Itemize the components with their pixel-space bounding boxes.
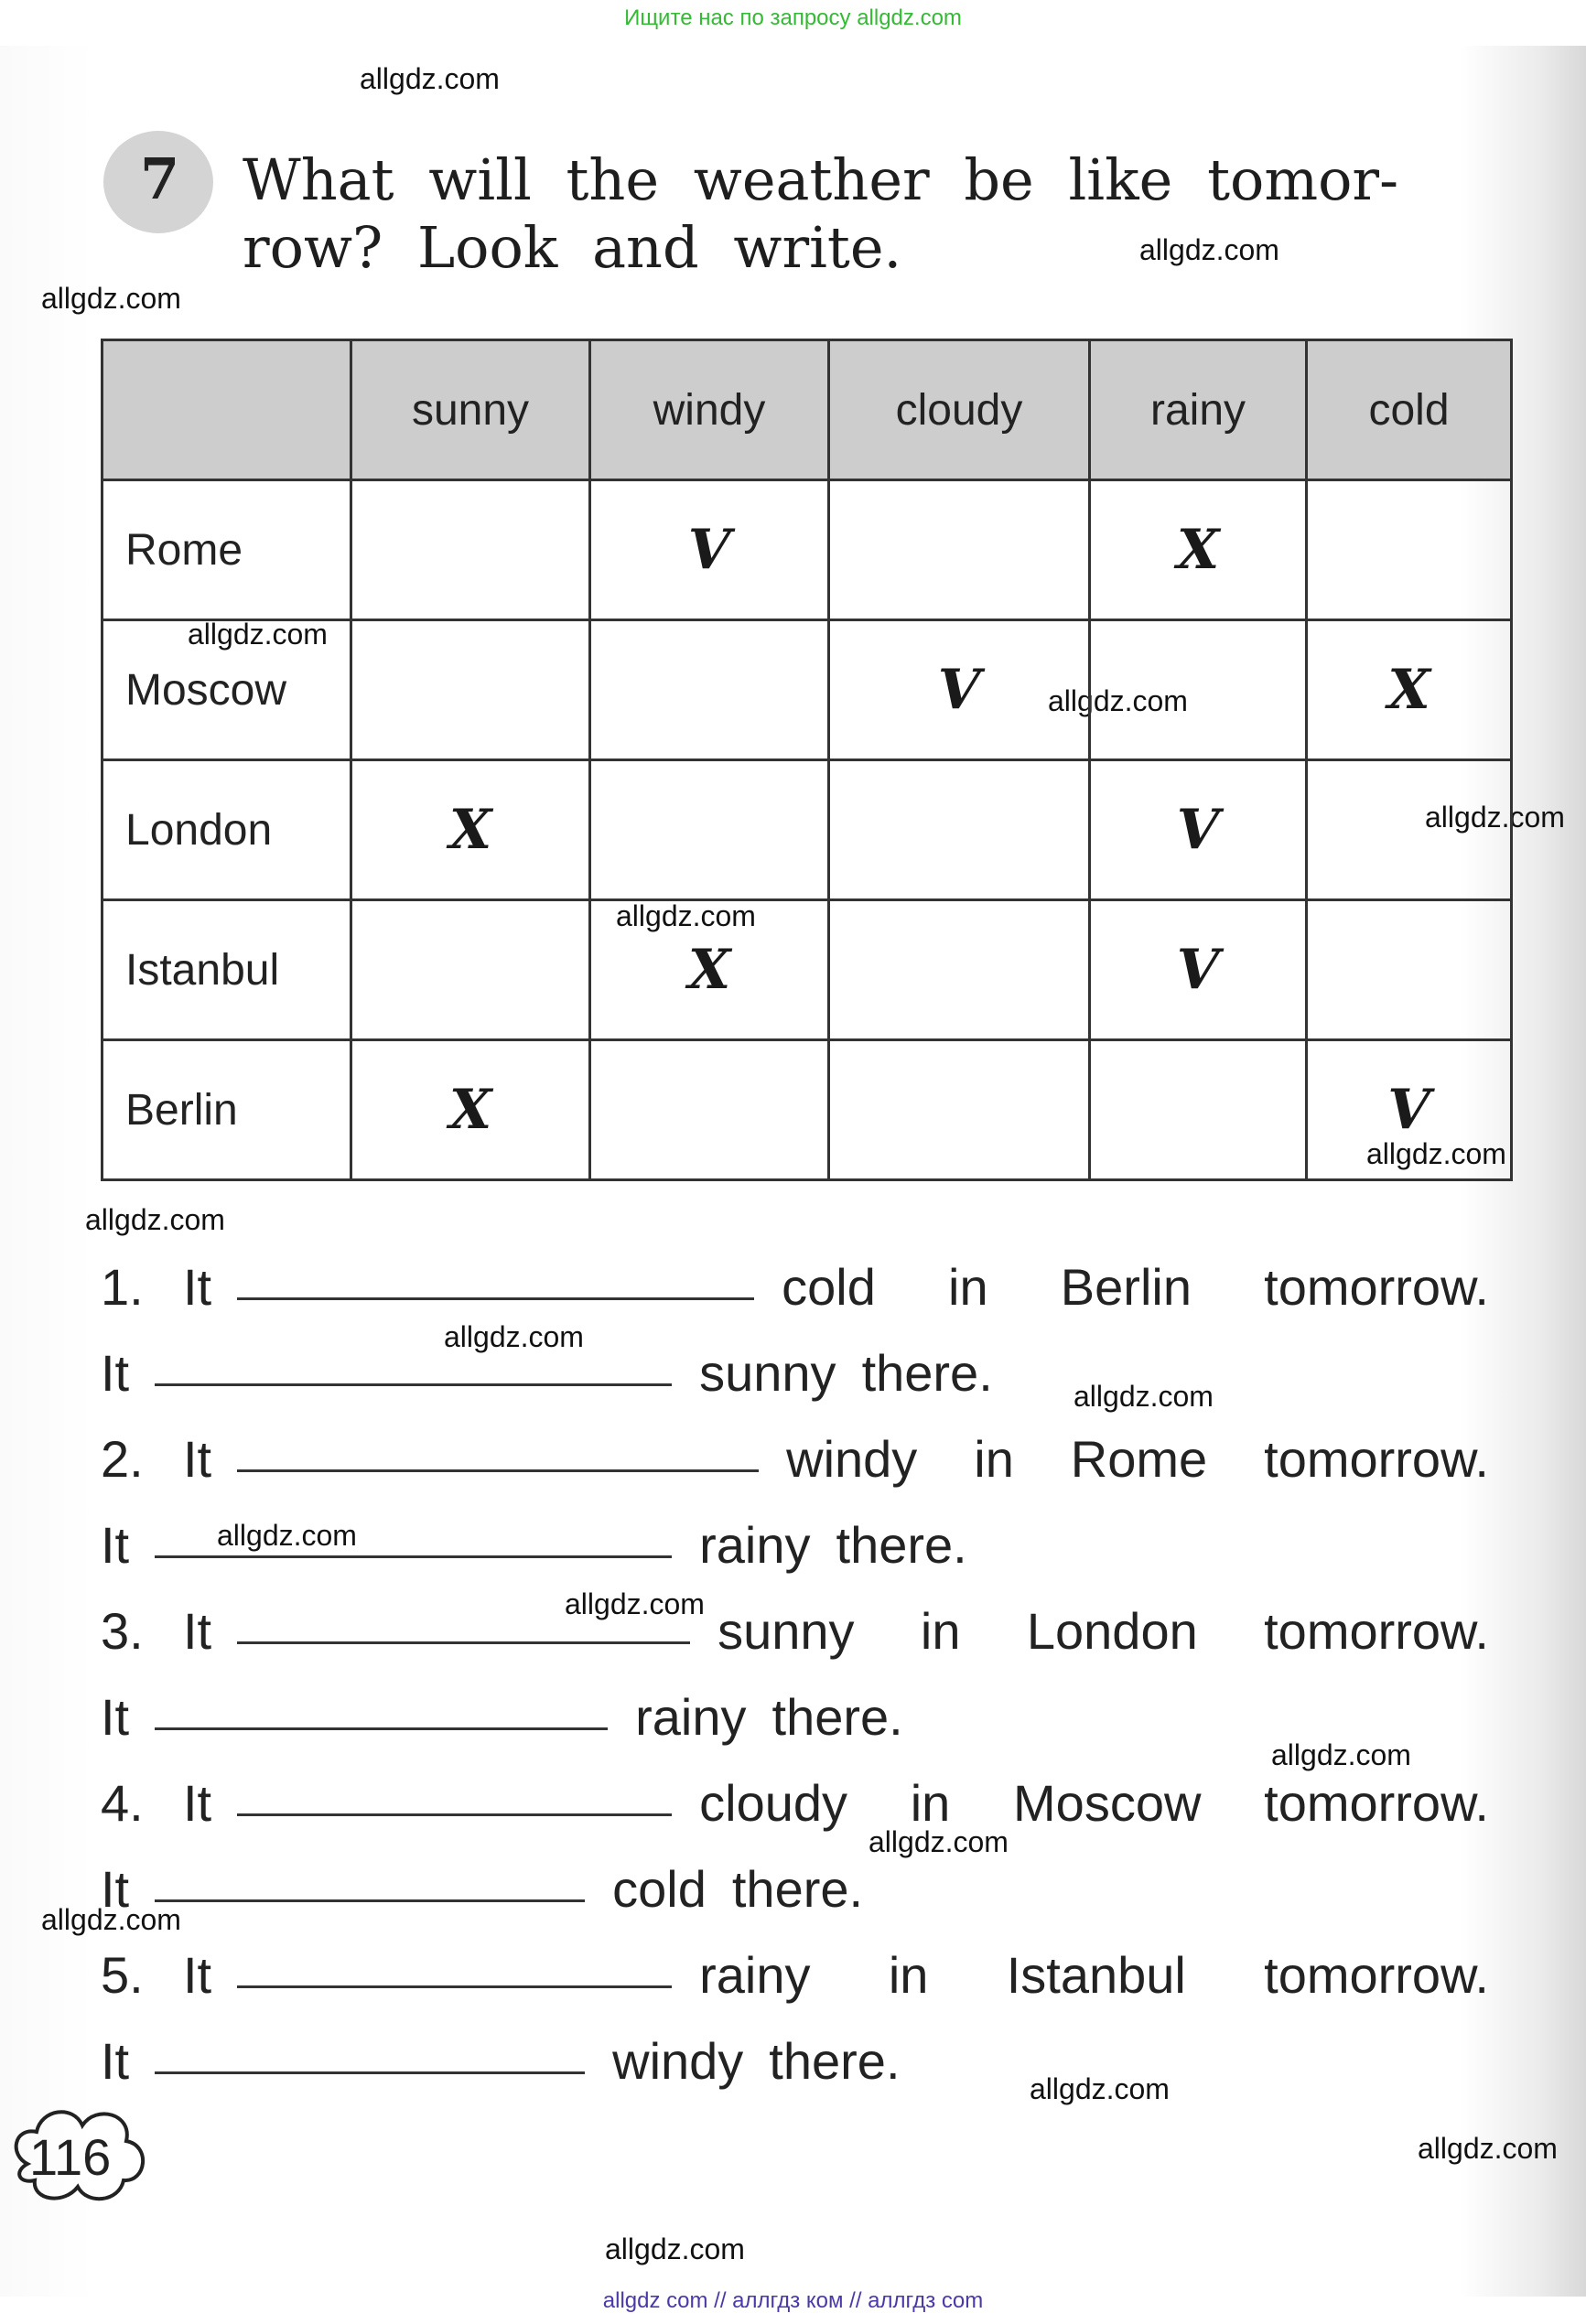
sentence-word: in xyxy=(974,1430,1014,1488)
mark-cell xyxy=(1090,620,1307,760)
watermark: allgdz.com xyxy=(1425,801,1565,834)
sentence-word: in xyxy=(948,1258,988,1316)
mark: V xyxy=(1176,798,1220,862)
page-number: 116 xyxy=(29,2128,112,2186)
mark: V xyxy=(1176,938,1220,1002)
city-cell: Istanbul xyxy=(102,900,351,1040)
sentence-line xyxy=(101,1489,1515,1575)
mark: X xyxy=(448,798,492,862)
table-row xyxy=(102,480,1512,620)
answer-blank[interactable] xyxy=(155,1899,585,1902)
mark-cell xyxy=(829,1040,1090,1180)
mark-cell xyxy=(1307,620,1512,760)
mark-cell xyxy=(351,900,590,1040)
mark-cell xyxy=(590,1040,829,1180)
sentence-line xyxy=(101,1575,1515,1661)
column-header: cloudy xyxy=(829,340,1090,480)
watermark: allgdz.com xyxy=(85,1203,225,1236)
mark-cell xyxy=(590,620,829,760)
sentence-start: It xyxy=(183,1258,212,1316)
answer-blank[interactable] xyxy=(155,2071,585,2074)
sentence-number: 3. xyxy=(101,1602,144,1660)
sentence-line xyxy=(101,1747,1515,1833)
mark-cell xyxy=(590,480,829,620)
mark: X xyxy=(1387,658,1430,722)
exercise-number: 7 xyxy=(140,145,180,212)
mark-cell xyxy=(1307,1040,1512,1180)
mark-cell xyxy=(351,760,590,900)
sentence-word: there. xyxy=(731,1860,864,1918)
sentence-word: there. xyxy=(769,2032,901,2090)
mark-cell xyxy=(351,620,590,760)
city-cell: Rome xyxy=(102,480,351,620)
watermark: allgdz.com xyxy=(1074,1380,1214,1413)
sentence-number: 2. xyxy=(101,1430,144,1488)
sentence-word: Berlin xyxy=(1060,1258,1192,1316)
sentence-rest xyxy=(699,1515,993,1575)
sentence-line xyxy=(101,1317,1515,1403)
exercise-number-badge xyxy=(103,131,213,233)
sentence-word: Istanbul xyxy=(1006,1946,1186,2004)
sentence-rest xyxy=(717,1601,1515,1661)
mark: X xyxy=(1176,518,1220,582)
sentence-word: tomorrow. xyxy=(1264,1258,1489,1316)
sentence-rest xyxy=(699,1343,1019,1403)
mark-cell xyxy=(590,760,829,900)
mark-cell xyxy=(829,620,1090,760)
sentence-word: cold xyxy=(612,1860,707,1918)
mark: V xyxy=(937,658,981,722)
answer-blank[interactable] xyxy=(155,1383,672,1386)
sentence-word: rainy xyxy=(635,1688,747,1746)
sentence-word: rainy xyxy=(699,1946,811,2004)
mark: V xyxy=(1387,1078,1430,1142)
watermark: allgdz.com xyxy=(1271,1738,1411,1771)
city-cell: Moscow xyxy=(102,620,351,760)
sentence-number: 5. xyxy=(101,1946,144,2004)
answer-blank[interactable] xyxy=(155,1555,672,1558)
sentence-word: there. xyxy=(836,1516,967,1574)
answer-blank[interactable] xyxy=(155,1727,608,1730)
mark-cell xyxy=(1307,900,1512,1040)
mark-cell xyxy=(829,760,1090,900)
sentence-word: sunny xyxy=(699,1344,836,1402)
sentence-start: It xyxy=(101,1688,130,1746)
watermark: allgdz.com xyxy=(41,282,181,315)
sentence-rest xyxy=(699,1773,1515,1833)
page-number-badge xyxy=(9,2100,151,2210)
column-header: rainy xyxy=(1090,340,1307,480)
mark: V xyxy=(687,518,731,582)
mark-cell xyxy=(1090,760,1307,900)
mark-cell xyxy=(590,900,829,1040)
column-header: cold xyxy=(1307,340,1512,480)
watermark: allgdz.com xyxy=(1048,684,1188,717)
sentence-line xyxy=(101,1661,1515,1747)
sentence-word: Moscow xyxy=(1013,1774,1202,1832)
mark: X xyxy=(448,1078,492,1142)
table-row xyxy=(102,620,1512,760)
sentence-line xyxy=(101,1231,1515,1317)
answer-blank[interactable] xyxy=(237,1469,759,1472)
watermark: allgdz.com xyxy=(605,2233,745,2265)
sentence-word: Rome xyxy=(1070,1430,1208,1488)
sentence-line xyxy=(101,2005,1515,2091)
mark-cell xyxy=(1307,480,1512,620)
bottom-banner[interactable]: allgdz com // аллгдз ком // аллгдз com xyxy=(602,2288,984,2313)
table-row xyxy=(102,900,1512,1040)
sentence-word: tomorrow. xyxy=(1264,1774,1489,1832)
sentence-start: It xyxy=(183,1946,212,2004)
sentence-number: 4. xyxy=(101,1774,144,1832)
sentence-word: cold xyxy=(782,1258,876,1316)
mark-cell xyxy=(1090,900,1307,1040)
watermark: allgdz.com xyxy=(360,62,500,95)
watermark: allgdz.com xyxy=(217,1519,357,1552)
mark-cell xyxy=(829,900,1090,1040)
sentence-start: It xyxy=(101,2032,130,2090)
sentence-word: London xyxy=(1026,1602,1198,1660)
watermark: allgdz.com xyxy=(444,1320,584,1353)
city-cell: Berlin xyxy=(102,1040,351,1180)
watermark: allgdz.com xyxy=(1366,1137,1506,1170)
answer-blank[interactable] xyxy=(237,1813,672,1816)
sentence-start: It xyxy=(101,1344,130,1402)
top-banner[interactable]: Ищите нас по запросу allgdz.com xyxy=(624,5,962,30)
sentence-rest xyxy=(782,1257,1515,1317)
sentence-word: tomorrow. xyxy=(1264,1602,1489,1660)
watermark: allgdz.com xyxy=(1418,2132,1558,2165)
sentence-line xyxy=(101,1833,1515,1919)
city-cell: London xyxy=(102,760,351,900)
watermark: allgdz.com xyxy=(565,1587,705,1620)
sentence-word: tomorrow. xyxy=(1264,1946,1489,2004)
sentence-start: It xyxy=(183,1774,212,1832)
sentence-line xyxy=(101,1403,1515,1489)
answer-blank[interactable] xyxy=(237,1985,672,1988)
watermark: allgdz.com xyxy=(1139,233,1279,266)
mark: X xyxy=(687,938,731,1002)
sentence-word: windy xyxy=(786,1430,918,1488)
sentence-list xyxy=(101,1231,1515,2091)
sentence-rest xyxy=(635,1687,929,1747)
sentence-word: sunny xyxy=(717,1602,855,1660)
sentence-start: It xyxy=(183,1602,212,1660)
sentence-line xyxy=(101,1919,1515,2005)
watermark: allgdz.com xyxy=(41,1903,181,1936)
watermark: allgdz.com xyxy=(616,899,756,932)
mark-cell xyxy=(351,480,590,620)
watermark: allgdz.com xyxy=(1030,2072,1170,2105)
sentence-word: windy xyxy=(612,2032,744,2090)
table-row xyxy=(102,1040,1512,1180)
sentence-start: It xyxy=(183,1430,212,1488)
answer-blank[interactable] xyxy=(237,1296,754,1300)
sentence-start: It xyxy=(101,1516,130,1574)
sentence-rest xyxy=(786,1429,1515,1489)
header-empty-cell xyxy=(102,340,351,480)
sentence-word: tomorrow. xyxy=(1264,1430,1489,1488)
mark-cell xyxy=(1090,1040,1307,1180)
table-row xyxy=(102,760,1512,900)
sentence-word: there. xyxy=(861,1344,993,1402)
sentence-word: in xyxy=(888,1946,929,2004)
exercise-title: What will the weather be like tomor-row? Look and write. xyxy=(243,146,1399,281)
column-header: sunny xyxy=(351,340,590,480)
sentence-word: in xyxy=(910,1774,951,1832)
sentence-word: there. xyxy=(771,1688,903,1746)
sentence-word: in xyxy=(920,1602,961,1660)
sentence-word: rainy xyxy=(699,1516,811,1574)
sentence-word: cloudy xyxy=(699,1774,847,1832)
watermark: allgdz.com xyxy=(869,1825,1009,1858)
answer-blank[interactable] xyxy=(237,1641,690,1644)
mark-cell xyxy=(829,480,1090,620)
weather-table xyxy=(101,339,1513,1181)
sentence-number: 1. xyxy=(101,1258,144,1316)
column-header: windy xyxy=(590,340,829,480)
sentence-start: It xyxy=(101,1860,130,1918)
sentence-rest xyxy=(612,2031,925,2091)
mark-cell xyxy=(1307,760,1512,900)
sentence-rest xyxy=(699,1945,1515,2005)
watermark: allgdz.com xyxy=(188,618,328,651)
table-header-row xyxy=(102,340,1512,480)
mark-cell xyxy=(1090,480,1307,620)
mark-cell xyxy=(351,1040,590,1180)
sentence-rest xyxy=(612,1859,889,1919)
